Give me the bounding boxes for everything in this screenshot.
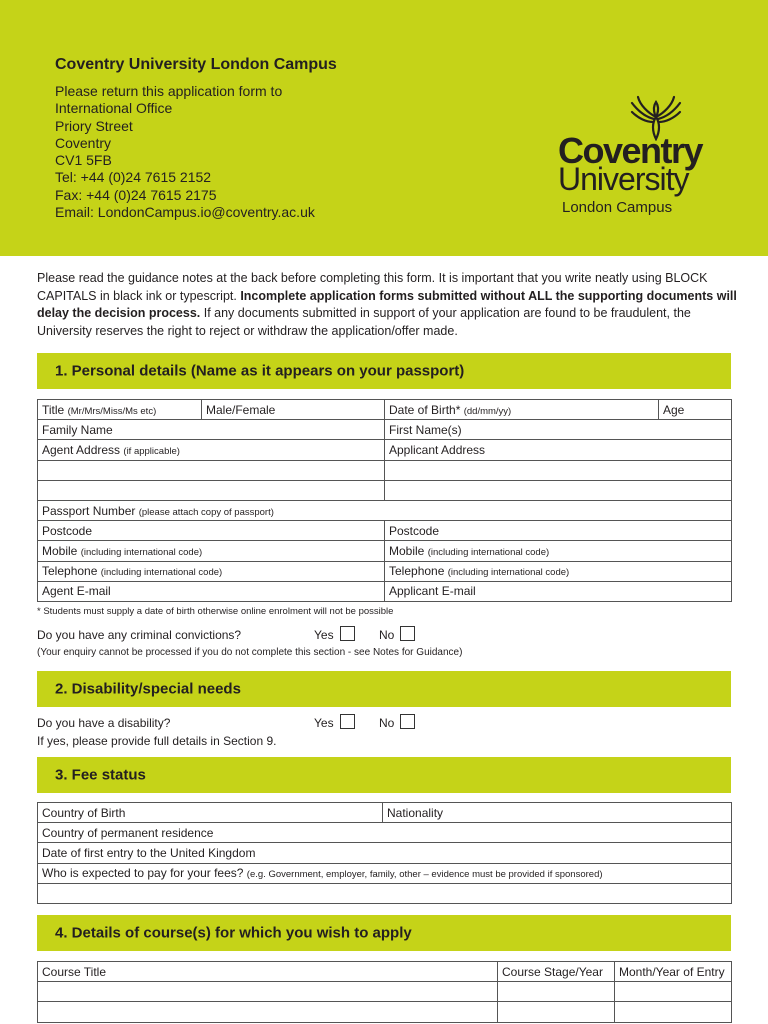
field-label: Postcode — [389, 523, 440, 538]
table-row — [38, 982, 732, 1002]
table-row — [38, 480, 732, 500]
address-line: CV1 5FB — [55, 152, 112, 169]
field-label: Male/Female — [206, 402, 276, 417]
applicant-telephone-field[interactable] — [385, 561, 732, 581]
phone-line: Tel: +44 (0)24 7615 2152 — [55, 169, 212, 186]
fax-line: Fax: +44 (0)24 7615 2175 — [55, 186, 217, 203]
first-names-field[interactable] — [385, 420, 732, 440]
header-banner — [0, 0, 768, 256]
title-field[interactable] — [38, 400, 202, 420]
table-row — [38, 521, 732, 541]
field-label: Postcode — [42, 523, 93, 538]
criminal-convictions-question: Do you have any criminal convictions? — [37, 628, 242, 642]
section-1-title: 1. Personal details (Name as it appears on your passport) — [55, 362, 465, 380]
field-hint: (including international code) — [100, 567, 223, 579]
field-label: First Name(s) — [389, 422, 462, 437]
intro-text: If any documents submitted in support of your application are found to be fraudulent, the University reserves the right to reject or withdraw the application/offer made. — [37, 306, 691, 338]
column-label: Course Stage/Year — [502, 964, 603, 979]
criminal-no-label: No — [379, 628, 395, 642]
age-field[interactable] — [659, 400, 732, 420]
section-4-title: 4. Details of course(s) for which you wish to apply — [55, 924, 412, 942]
dob-field[interactable] — [385, 400, 659, 420]
campus-title: Coventry University London Campus — [55, 56, 337, 73]
intro-warning: Incomplete application forms submitted without ALL the supporting documents will delay the decision process. — [37, 288, 737, 320]
field-hint: (including international code) — [427, 546, 550, 558]
agent-email-field[interactable] — [38, 581, 385, 601]
logo-subtitle: London Campus — [562, 199, 673, 216]
passport-number-field[interactable] — [38, 500, 732, 520]
dob-footnote: * Students must supply a date of birth otherwise online enrolment will not be possible — [37, 606, 394, 617]
table-row — [38, 500, 732, 520]
section-4-header — [37, 915, 731, 951]
field-hint: (if applicable) — [123, 445, 180, 457]
agent-address-line[interactable] — [38, 480, 385, 500]
gender-field[interactable] — [202, 400, 385, 420]
section-3-title: 3. Fee status — [55, 766, 146, 784]
course-stage-cell[interactable] — [498, 1002, 615, 1022]
field-hint: (including international code) — [447, 567, 570, 579]
table-row — [38, 823, 732, 843]
disability-yes-checkbox[interactable] — [340, 714, 355, 729]
section-2-header — [37, 671, 731, 707]
applicant-email-field[interactable] — [385, 581, 732, 601]
field-label: Applicant Address — [389, 442, 486, 457]
course-details-table — [37, 961, 732, 1023]
field-hint: (Mr/Mrs/Miss/Ms etc) — [67, 405, 157, 417]
table-row — [38, 460, 732, 480]
field-hint: (including international code) — [80, 546, 203, 558]
field-label: Title — [42, 402, 65, 417]
first-entry-date-field[interactable] — [38, 843, 732, 863]
course-title-header — [38, 962, 498, 982]
table-row — [38, 863, 732, 883]
address-line: Please return this application form to — [55, 83, 283, 99]
criminal-no-checkbox[interactable] — [400, 626, 415, 641]
criminal-note: (Your enquiry cannot be processed if you do not complete this section - see Notes for Guidance) — [37, 647, 463, 658]
field-hint: (dd/mm/yy) — [463, 405, 512, 417]
field-label: Age — [663, 402, 685, 417]
nationality-field[interactable] — [383, 803, 732, 823]
section-2-title: 2. Disability/special needs — [55, 680, 241, 698]
agent-address-field[interactable] — [38, 440, 385, 460]
field-label: Country of permanent residence — [42, 825, 214, 840]
applicant-address-line[interactable] — [385, 460, 732, 480]
column-label: Month/Year of Entry — [619, 964, 725, 979]
table-row — [38, 400, 732, 420]
table-row — [38, 843, 732, 863]
criminal-yes-checkbox[interactable] — [340, 626, 355, 641]
field-label: Telephone — [389, 564, 445, 579]
field-label: Telephone — [42, 564, 98, 579]
logo-wordmark-coventry: Coventry — [558, 130, 703, 171]
course-stage-cell[interactable] — [498, 982, 615, 1002]
applicant-address-line[interactable] — [385, 480, 732, 500]
section-1-header — [37, 353, 731, 389]
personal-details-table — [37, 399, 732, 602]
applicant-address-field[interactable] — [385, 440, 732, 460]
address-line: Coventry — [55, 134, 112, 151]
table-row — [38, 883, 732, 903]
disability-note: If yes, please provide full details in Section 9. — [37, 734, 277, 748]
column-label: Course Title — [42, 964, 107, 979]
field-label: Who is expected to pay for your fees? — [42, 866, 244, 881]
family-name-field[interactable] — [38, 420, 385, 440]
table-row — [38, 561, 732, 581]
field-label: Agent E-mail — [42, 584, 111, 599]
field-label: Nationality — [387, 805, 444, 820]
field-label: Passport Number — [42, 503, 136, 518]
guidance-intro — [37, 270, 737, 340]
field-label: Agent Address — [42, 442, 121, 457]
course-stage-header — [498, 962, 615, 982]
return-address — [55, 83, 315, 221]
address-line: International Office — [55, 100, 173, 117]
agent-postcode-field[interactable] — [38, 521, 385, 541]
entry-date-cell[interactable] — [615, 982, 732, 1002]
logo-wordmark-university: University — [558, 161, 689, 197]
field-hint: (please attach copy of passport) — [138, 506, 274, 518]
fee-payer-line[interactable] — [38, 883, 732, 903]
entry-date-header — [615, 962, 732, 982]
disability-question: Do you have a disability? — [37, 716, 171, 730]
section-3-header — [37, 757, 731, 793]
criminal-yes-label: Yes — [314, 628, 334, 642]
course-title-cell[interactable] — [38, 1002, 498, 1022]
disability-no-checkbox[interactable] — [400, 714, 415, 729]
table-row — [38, 440, 732, 460]
coventry-university-logo — [556, 95, 716, 220]
table-row — [38, 420, 732, 440]
agent-address-line[interactable] — [38, 460, 385, 480]
field-label: Family Name — [42, 422, 113, 437]
table-row — [38, 962, 732, 982]
email-line: Email: LondonCampus.io@coventry.ac.uk — [55, 204, 315, 221]
applicant-mobile-field[interactable] — [385, 541, 732, 561]
agent-mobile-field[interactable] — [38, 541, 385, 561]
agent-telephone-field[interactable] — [38, 561, 385, 581]
field-label: Country of Birth — [42, 805, 126, 820]
table-row — [38, 1002, 732, 1022]
address-line: Priory Street — [55, 117, 133, 134]
disability-no-label: No — [379, 716, 395, 730]
disability-yes-label: Yes — [314, 716, 334, 730]
country-of-birth-field[interactable] — [38, 803, 383, 823]
field-label: Date of Birth* — [389, 402, 461, 417]
field-label: Applicant E-mail — [389, 584, 476, 599]
field-label: Mobile — [42, 543, 78, 558]
entry-date-cell[interactable] — [615, 1002, 732, 1022]
course-title-cell[interactable] — [38, 982, 498, 1002]
table-row — [38, 803, 732, 823]
table-row — [38, 581, 732, 601]
country-of-residence-field[interactable] — [38, 823, 732, 843]
field-hint: (e.g. Government, employer, family, other – evidence must be provided if sponsored) — [246, 869, 603, 881]
intro-text: Please read the guidance notes at the back before completing this form. It is important that you write neatly using BLOCK CAPITALS in black ink or typescript. — [37, 271, 708, 303]
applicant-postcode-field[interactable] — [385, 521, 732, 541]
field-label: Mobile — [389, 543, 425, 558]
table-row — [38, 541, 732, 561]
fee-payer-field[interactable] — [38, 863, 732, 883]
field-label: Date of first entry to the United Kingdom — [42, 845, 256, 860]
fee-status-table — [37, 802, 732, 904]
